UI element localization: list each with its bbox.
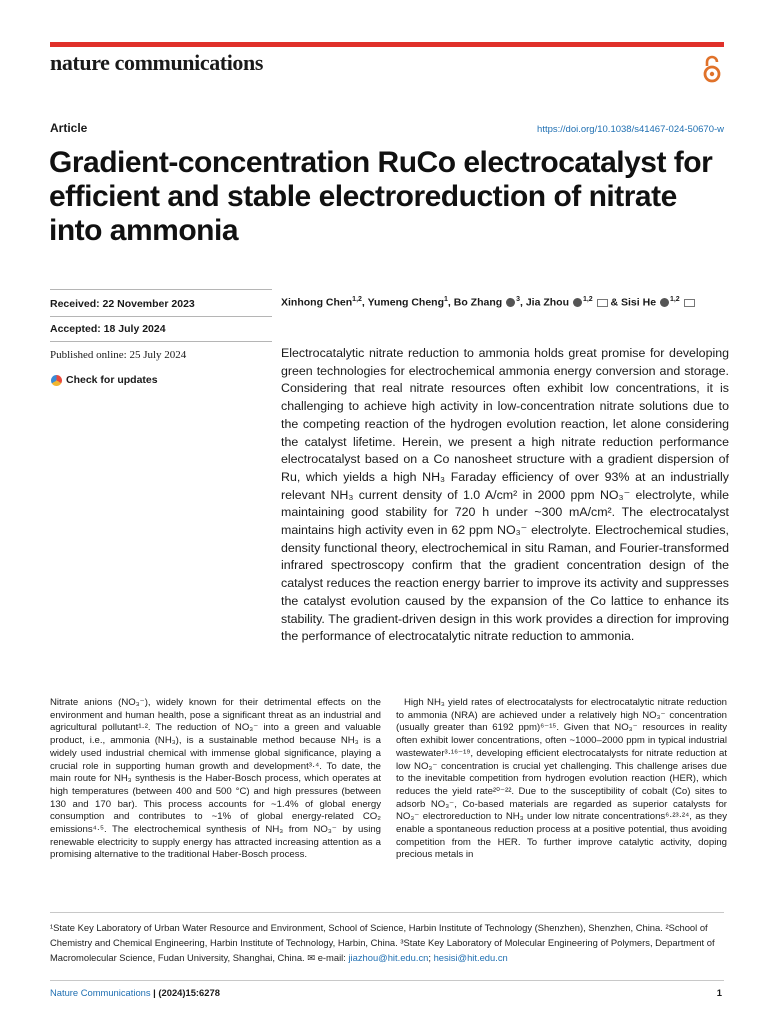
meta-divider <box>50 316 272 317</box>
open-access-icon <box>702 54 722 84</box>
email-icon: ✉ <box>307 952 316 963</box>
abstract: Electrocatalytic nitrate reduction to ammonia holds great promise for developing green technologies for electrochemical ammonia energy conversion and storage. Considering that real nitrate resources often exhibit low concentrations, it is challenging to achieve high activity in low-concentration nitrate solutions due to the competing reaction of the hydrogen evolution reaction, let alone considering the catalyst lifetime. Herein, we present a high nitrate reduction performance electrocatalyst based on a Co nanosheet structure with a gradient dispersion of Ru, which yields a high NH₃ Faraday efficiency of over 93% at an industrially relevant NH₃ current density of 1.0 A/cm² in 2000 ppm NO₃⁻ electrolyte, while maintaining good stability for 720 h under ~300 mA/cm². The electrocatalyst maintains high activity even in 62 ppm NO₃⁻ electrolyte. Electrochemical studies, density functional theory, electrochemical in situ Raman, and Fourier-transformed infrared spectroscopy confirm that the gradient concentration design of the catalyst reduces the reaction energy barrier to improve its activity and suppresses the catalyst evolution caused by the expansion of the Co lattice to enhance its stability. The gradient-driven design in this work provides a direction for improving the performance of electrocatalytic nitrate reduction to ammonia. <box>281 346 729 644</box>
orcid-icon[interactable] <box>573 298 582 307</box>
email-label: e-mail: <box>317 952 346 963</box>
footnote-divider <box>50 912 724 913</box>
crossmark-icon <box>51 375 62 386</box>
author[interactable]: Jia Zhou <box>525 296 570 309</box>
email-link[interactable]: hesisi@hit.edu.cn <box>433 952 508 963</box>
check-updates-label: Check for updates <box>66 374 158 386</box>
author[interactable]: Xinhong Chen <box>281 296 353 309</box>
affiliations-footnote: ¹State Key Laboratory of Urban Water Resource and Environment, School of Science, Harbin Institute of Technology (Shenzhen), Shenzhen, China. ²School of Chemistry and Chemical Engineering, Harbin Institute of Technology, Harbin, China. ³State Key Laboratory of Molecular Engineering of Polymers, Department of Macromolecular Science, Fudan University, Shanghai, China. ✉ e-mail: jiazhou@hit.edu.cn; hesisi@hit.edu.cn <box>50 922 715 963</box>
author-list: Xinhong Chen$^{1,2}$, Yumeng Cheng$^1$, Bo Zhang $^3$, Jia Zhou $^{1,2}$ & Sisi He $^{1,2}$ <box>281 296 731 309</box>
body-column-right: High NH₃ yield rates of electrocatalysts for electrocatalytic nitrate reduction to ammonia (NRA) are achieved under a relatively high NO₃⁻ concentration (usually greater than 6192 ppm)⁶⁻¹⁵. Given that NO₃⁻ resources in reality often exhibit lower concentrations, often ~1000–2000 ppm in typical industrial wastewater³·¹⁶⁻¹⁹, developing efficient electrocatalysts for nitrate reduction at low NO₃⁻ concentration is crucial yet challenging. This challenge arises due to the inevitable competition from hydrogen evolution reaction (HER), which reduces the yield rate²⁰⁻²². Due to the susceptibility of cobalt (Co) sites to adsorb NO₃⁻, Co-based materials are regarded as superior catalysts for NO₃⁻ electroreduction to NH₃ under low nitrate concentrations⁶·²³·²⁴, as they enable a spontaneous reduction process at a positive potential, thus avoiding competition from the HER. To further improve catalytic activity, doping precious metals in <box>396 697 727 861</box>
meta-divider <box>50 289 272 290</box>
affiliations-text: ¹State Key Laboratory of Urban Water Resource and Environment, School of Science, Harbin Institute of Technology (Shenzhen), Shenzhen, China. ²School of Chemistry and Chemical Engineering, Harbin Institute of Technology, Harbin, China. ³State Key Laboratory of Molecular Engineering of Polymers, Department of Macromolecular Science, Fudan University, Shanghai, China. <box>50 922 715 963</box>
received-date: Received: 22 November 2023 <box>50 298 195 310</box>
footer-citation <box>50 987 220 998</box>
author[interactable]: Sisi He <box>621 296 657 309</box>
orcid-icon[interactable] <box>660 298 669 307</box>
footer-volume: | (2024)15:6278 <box>153 987 220 998</box>
published-date: Published online: 25 July 2024 <box>50 349 187 361</box>
body-column-left: Nitrate anions (NO₃⁻), widely known for their detrimental effects on the environment and human health, pose a significant threat as an industrial and agricultural pollutant¹·². The reduction of NO₃⁻ into a green and valuable product, i.e., ammonia (NH₃), is a sustainable method because NH₃ is a widely used industrial chemical with immense global significance, playing a crucial role in supporting human growth and development³·⁴. To date, the main route for NH₃ synthesis is the Haber-Bosch process, which operates at high temperatures (between 400 and 500 °C) and high pressures (between 130 and 170 bar). This process accounts for ~1.4% of global energy consumption and contributes to ~1% of global energy-related CO₂ emissions⁴·⁵. The electrochemical synthesis of NH₃ from NO₃⁻ by using renewable electricity to supply energy has attracted increasing attention as a promising alternative to the traditional Haber-Bosch process. <box>50 697 381 861</box>
author[interactable]: Bo Zhang <box>453 296 503 309</box>
meta-divider <box>50 341 272 342</box>
doi-link[interactable]: https://doi.org/10.1038/s41467-024-50670-w <box>537 124 724 135</box>
header-rule <box>50 42 724 47</box>
orcid-icon[interactable] <box>506 298 515 307</box>
article-title: Gradient-concentration RuCo electrocatalyst for efficient and stable electroreduction of nitrate into ammonia <box>49 146 713 247</box>
email-icon[interactable] <box>684 299 695 307</box>
email-link[interactable]: jiazhou@hit.edu.cn <box>348 952 429 963</box>
author[interactable]: Yumeng Cheng <box>367 296 444 309</box>
footer-journal[interactable]: Nature Communications <box>50 987 151 998</box>
email-icon[interactable] <box>597 299 608 307</box>
journal-name: nature communications <box>50 50 264 75</box>
check-updates-button[interactable] <box>51 374 158 386</box>
page-number: 1 <box>716 987 722 998</box>
article-type: Article <box>50 121 88 135</box>
accepted-date: Accepted: 18 July 2024 <box>50 323 166 335</box>
footer-divider <box>50 980 724 981</box>
